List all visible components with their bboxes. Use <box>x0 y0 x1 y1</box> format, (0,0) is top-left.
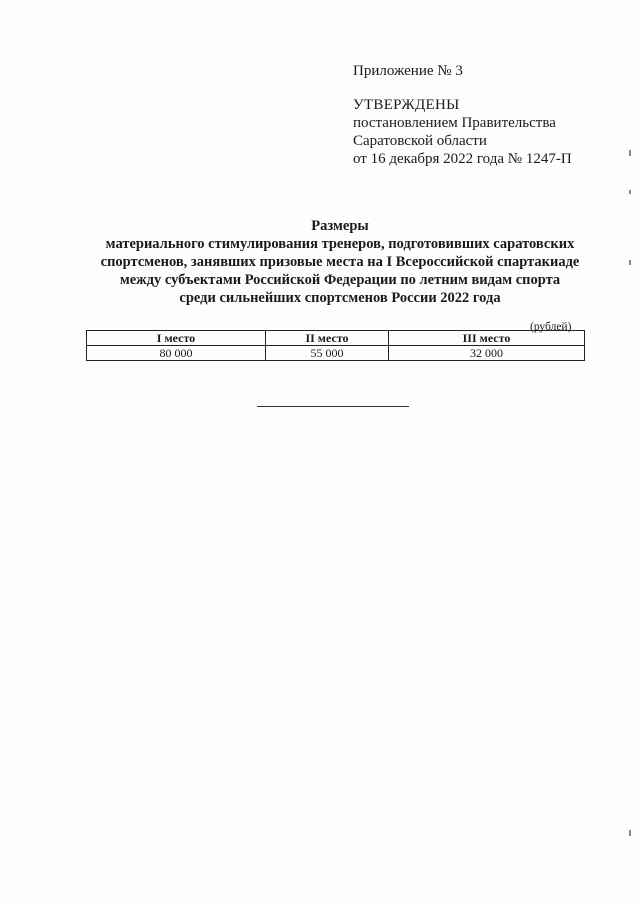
title-line-5: среди сильнейших спортсменов России 2022 года <box>179 290 501 306</box>
approval-line-2: Саратовской области <box>353 133 487 149</box>
approved-heading: УТВЕРЖДЕНЫ <box>353 97 460 113</box>
approval-line-3: от 16 декабря 2022 года № 1247-П <box>353 151 572 167</box>
header-second-place: II место <box>266 331 389 346</box>
title-line-2: материального стимулирования тренеров, подготовивших саратовских <box>105 236 575 252</box>
appendix-label: Приложение № 3 <box>353 63 463 79</box>
value-third-place: 32 000 <box>389 346 585 361</box>
prize-table <box>86 330 585 361</box>
document-title <box>60 217 620 307</box>
scan-artifact <box>629 830 631 836</box>
scan-artifact <box>629 150 631 156</box>
title-line-4: между субъектами Российской Федерации по летним видам спорта <box>119 272 561 288</box>
header-first-place: I место <box>87 331 266 346</box>
table-row <box>87 346 585 361</box>
value-first-place: 80 000 <box>87 346 266 361</box>
title-line-1: Размеры <box>311 218 369 234</box>
separator-line <box>257 406 409 407</box>
approval-block <box>353 96 572 168</box>
units-label: (рублей) <box>530 321 572 333</box>
scan-artifact <box>629 260 631 265</box>
scan-artifact <box>629 190 631 194</box>
header-third-place: III место <box>389 331 585 346</box>
value-second-place: 55 000 <box>266 346 389 361</box>
title-line-3: спортсменов, занявших призовые места на I Всероссийской спартакиаде <box>100 254 580 270</box>
approval-line-1: постановлением Правительства <box>353 115 556 131</box>
table-header-row <box>87 331 585 346</box>
